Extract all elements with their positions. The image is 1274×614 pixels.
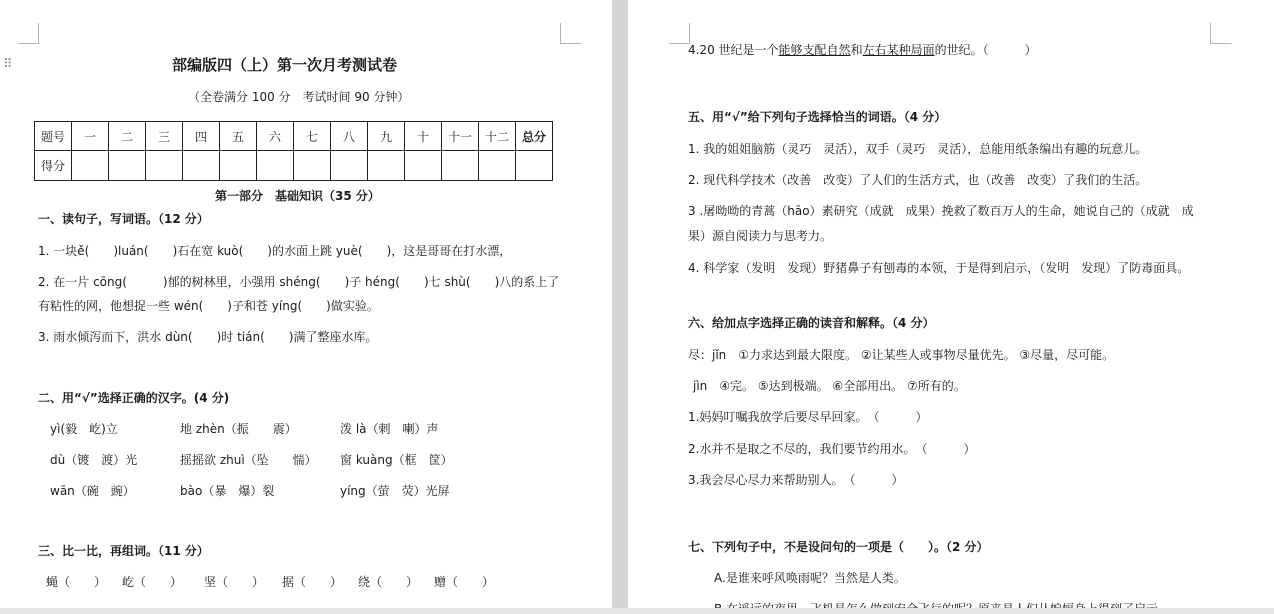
compare-item: 蝇（ ）: [46, 575, 107, 589]
underlined-phrase: 能够支配自然: [778, 43, 851, 57]
score-input-cell[interactable]: [442, 151, 479, 181]
crop-mark: [1210, 23, 1231, 44]
choice-item: yíng（萤 荧）光屏: [340, 484, 450, 498]
page-gap: [612, 0, 628, 614]
score-table-cell: 十一: [442, 122, 479, 151]
score-table-header-row: [35, 122, 553, 151]
choice-item: wān（碗 豌）: [50, 484, 135, 498]
score-input-cell[interactable]: [479, 151, 516, 181]
question-text: 2.水并不是取之不尽的，我们要节约用水。 （ ）: [688, 442, 976, 456]
section-heading: 二、用“√”选择正确的汉字。(4 分): [38, 391, 230, 405]
compare-item: 坚（ ）: [204, 575, 265, 589]
crop-mark: [18, 23, 39, 44]
option-text: A.是谁来呼风唤雨呢？当然是人类。: [714, 571, 906, 585]
score-input-cell[interactable]: [146, 151, 183, 181]
choice-item: 泼 là（剌 喇）声: [340, 422, 439, 436]
score-table-row-label: 得分: [35, 151, 72, 181]
text-segment: 4.20 世纪是一个: [688, 43, 779, 57]
score-table-cell: 四: [183, 122, 220, 151]
underlined-phrase: 左右某种局面: [862, 43, 935, 57]
score-input-cell[interactable]: [109, 151, 146, 181]
choice-item: yì(毅 屹)立: [50, 422, 118, 436]
question-text: 2. 现代科学技术（改善 改变）了人们的生活方式，也（改善 改变）了我们的生活。: [688, 173, 1148, 187]
question-text: 果）源自阅读力与思考力。: [688, 229, 833, 243]
drag-handle-icon[interactable]: ⠿: [3, 57, 13, 72]
question-text: 1.妈妈叮嘱我放学后要尽早回家。 （ ）: [688, 410, 928, 424]
page-subtitle: （全卷满分 100 分 考试时间 90 分钟）: [188, 90, 410, 104]
score-table-cell: 总分: [516, 122, 553, 151]
score-table-cell: 十二: [479, 122, 516, 151]
question-text: 3 .屠呦呦的青蒿（hāo）素研究（成就 成果）挽救了数百万人的生命，她说自己的（成就 成: [688, 204, 1194, 218]
document-page-right: [628, 0, 1274, 614]
question-text: 1. 我的姐姐脑筋（灵巧 灵活），双手（灵巧 灵活），总能用纸条编出有趣的玩意儿。: [688, 142, 1148, 156]
choice-item: 地 zhèn（振 震）: [180, 422, 297, 436]
score-table-cell: 五: [220, 122, 257, 151]
score-table-cell: 七: [294, 122, 331, 151]
definition-text: 尽：jǐn ①力求达到最大限度。 ②让某些人或事物尽量优先。 ③尽量，尽可能。: [688, 348, 1115, 362]
section-heading: 一、读句子，写词语。（12 分）: [38, 212, 209, 226]
score-input-cell[interactable]: [405, 151, 442, 181]
score-table-cell: 题号: [35, 122, 72, 151]
definition-text: jìn ④完。 ⑤达到极端。 ⑥全部用出。 ⑦所有的。: [693, 379, 966, 393]
section-heading: 五、用“√”给下列句子选择恰当的词语。（4 分）: [688, 110, 947, 124]
score-input-cell[interactable]: [220, 151, 257, 181]
score-table-cell: 三: [146, 122, 183, 151]
crop-mark: [669, 23, 690, 44]
question-text: 有粘性的网，他想捉一些 wén( )子和苍 yíng( )做实验。: [38, 299, 379, 313]
score-input-cell[interactable]: [294, 151, 331, 181]
section-heading: 三、比一比，再组词。（11 分）: [38, 544, 209, 558]
compare-item: 绕（ ）: [358, 575, 419, 589]
choice-item: dù（镀 渡）光: [50, 453, 138, 467]
choice-item: 窗 kuàng（框 筐）: [340, 453, 453, 467]
score-table-cell: 六: [257, 122, 294, 151]
choice-item: bào（暴 爆）裂: [180, 484, 275, 498]
question-text: 3. 雨水倾泻而下，洪水 dùn( )时 tián( )满了整座水库。: [38, 330, 378, 344]
score-input-cell[interactable]: [516, 151, 553, 181]
score-table: [34, 121, 553, 181]
question-text: 3.我会尽心尽力来帮助别人。 （ ）: [688, 473, 904, 487]
part-heading: 第一部分 基础知识（35 分）: [215, 189, 380, 203]
score-table-cell: 八: [331, 122, 368, 151]
text-segment: 的世纪。（ ）: [934, 43, 1037, 57]
score-table-cell: 二: [109, 122, 146, 151]
score-table-cell: 九: [368, 122, 405, 151]
section-heading: 六、给加点字选择正确的读音和解释。（4 分）: [688, 316, 935, 330]
score-input-cell[interactable]: [331, 151, 368, 181]
choice-item: 摇摇欲 zhuì（坠 惴）: [180, 453, 317, 467]
score-table-cell: 十: [405, 122, 442, 151]
crop-mark: [560, 23, 581, 44]
text-segment: 和: [850, 43, 863, 57]
window-bottom-edge: [0, 608, 1274, 614]
question-text: 1. 一块ě( )luán( )石在宽 kuò( )的水面上跳 yuè( )，这是哥哥在打水漂，: [38, 244, 512, 258]
compare-item: 据（ ）: [282, 575, 343, 589]
score-table-score-row: [35, 151, 553, 181]
score-input-cell[interactable]: [257, 151, 294, 181]
score-input-cell[interactable]: [368, 151, 405, 181]
question-text: [688, 42, 1037, 58]
compare-item: 赠（ ）: [434, 575, 495, 589]
document-page-left: [0, 0, 612, 614]
question-text: 4. 科学家（发明 发现）野猪鼻子有刨毒的本领，于是得到启示，（发明 发现）了防毒面具。: [688, 261, 1190, 275]
compare-item: 屹（ ）: [122, 575, 183, 589]
section-heading: 七、下列句子中，不是设问句的一项是（ ）。（2 分）: [688, 540, 989, 554]
score-input-cell[interactable]: [72, 151, 109, 181]
score-table-cell: 一: [72, 122, 109, 151]
page-title: 部编版四（上）第一次月考测试卷: [172, 56, 398, 74]
question-text: 2. 在一片 cōng( )郁的树林里，小强用 shéng( )子 héng( )七 shù( )八的系上了: [38, 275, 560, 289]
score-input-cell[interactable]: [183, 151, 220, 181]
